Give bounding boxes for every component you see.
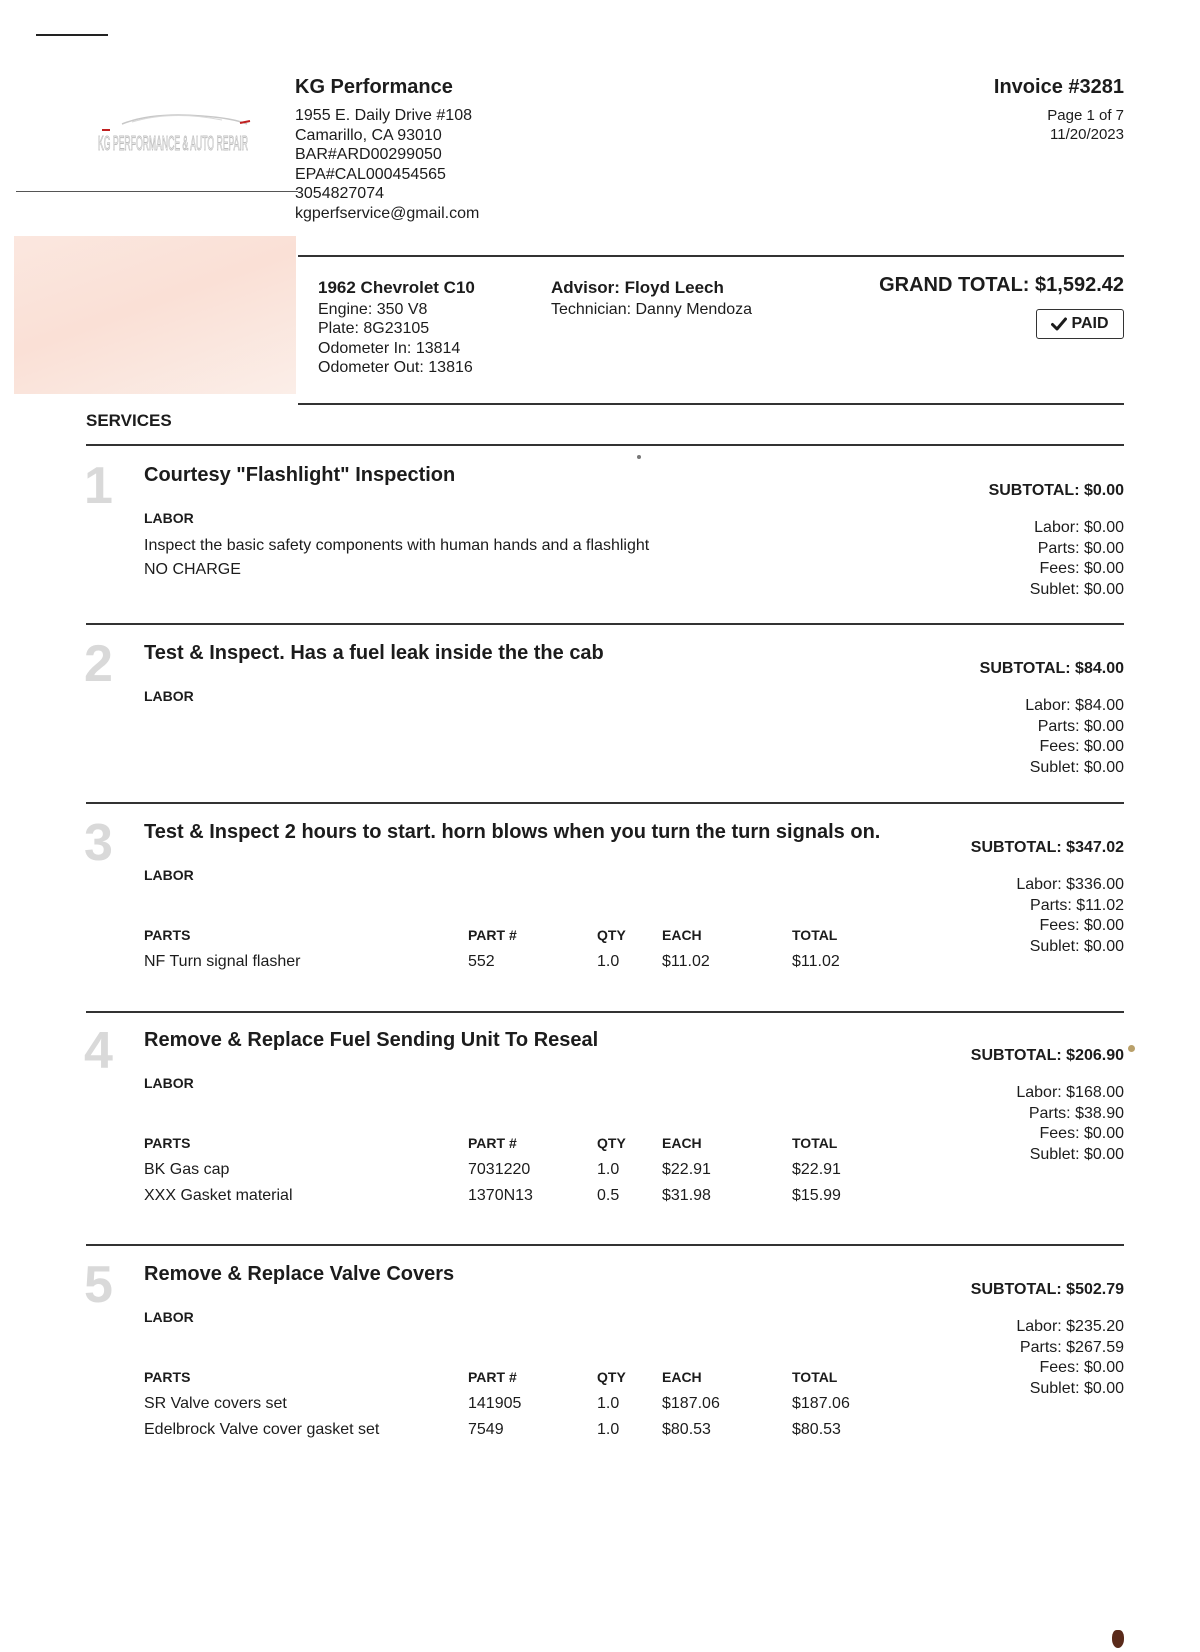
- parts-amount: Parts: $11.02: [1030, 896, 1124, 914]
- fees-amount: Fees: $0.00: [1039, 1125, 1124, 1142]
- scan-mark-top: [36, 34, 108, 36]
- service-number: 1: [84, 457, 113, 515]
- shop-address-line1: 1955 E. Daily Drive #108: [295, 107, 472, 124]
- part-each: $11.02: [662, 953, 710, 970]
- paid-label: PAID: [1071, 315, 1109, 332]
- paid-status-badge: [1036, 309, 1124, 339]
- labor-amount: Labor: $84.00: [1025, 697, 1124, 714]
- shop-details: [295, 106, 479, 223]
- service-number: 3: [84, 814, 113, 872]
- scan-rule-left: [16, 191, 298, 192]
- sublet-amount: Sublet: $0.00: [1029, 1145, 1124, 1163]
- page-indicator: Page 1 of 7: [1047, 107, 1124, 124]
- part-total: $15.99: [792, 1187, 841, 1204]
- technician: Technician: Danny Mendoza: [551, 300, 753, 318]
- labor-heading: LABOR: [144, 688, 194, 704]
- part-qty: 1.0: [597, 1395, 620, 1412]
- part-total: $187.06: [792, 1395, 850, 1412]
- service-title: Test & Inspect. Has a fuel leak inside the the cab: [144, 642, 604, 664]
- part-number: 552: [468, 953, 495, 970]
- parts-header-each: EACH: [662, 1369, 702, 1385]
- vehicle-engine: Engine: 350 V8: [318, 300, 428, 318]
- shop-bar-number: BAR#ARD00299050: [295, 146, 442, 163]
- parts-header-qty: QTY: [597, 1369, 626, 1385]
- shop-logo: [92, 108, 262, 168]
- parts-header-name: PARTS: [144, 927, 191, 943]
- shop-name: KG Performance: [295, 76, 453, 98]
- part-name: XXX Gasket material: [144, 1187, 293, 1204]
- service-title: Remove & Replace Valve Covers: [144, 1263, 455, 1285]
- part-name: SR Valve covers set: [144, 1395, 287, 1412]
- part-number: 7549: [468, 1421, 504, 1438]
- service-breakdown: [1016, 1317, 1124, 1399]
- service-subtotal: SUBTOTAL: $502.79: [970, 1281, 1124, 1298]
- parts-amount: Parts: $0.00: [1037, 717, 1124, 735]
- labor-heading: LABOR: [144, 510, 194, 526]
- labor-amount: Labor: $235.20: [1016, 1318, 1124, 1335]
- divider: [86, 623, 1124, 625]
- part-total: $80.53: [792, 1421, 841, 1438]
- labor-amount: Labor: $168.00: [1016, 1084, 1124, 1101]
- labor-amount: Labor: $0.00: [1034, 519, 1124, 536]
- part-each: $22.91: [662, 1161, 711, 1178]
- fees-amount: Fees: $0.00: [1039, 917, 1124, 934]
- service-item: [0, 450, 1200, 622]
- labor-description: [144, 534, 649, 582]
- parts-amount: Parts: $267.59: [1019, 1338, 1124, 1356]
- sublet-amount: Sublet: $0.00: [1029, 758, 1124, 776]
- part-name: Edelbrock Valve cover gasket set: [144, 1421, 380, 1438]
- shop-phone: 3054827074: [295, 185, 384, 202]
- staff-info: [551, 278, 752, 319]
- advisor: Advisor: Floyd Leech: [551, 278, 724, 297]
- parts-header-qty: QTY: [597, 1135, 626, 1151]
- parts-header-part-no: PART #: [468, 1135, 517, 1151]
- divider: [86, 444, 1124, 446]
- divider: [86, 1011, 1124, 1013]
- parts-header-part-no: PART #: [468, 1369, 517, 1385]
- service-subtotal: SUBTOTAL: $84.00: [979, 660, 1124, 677]
- part-number: 1370N13: [468, 1187, 533, 1204]
- service-title: Courtesy "Flashlight" Inspection: [144, 464, 456, 486]
- service-title: Test & Inspect 2 hours to start. horn blows when you turn the turn signals on.: [144, 821, 881, 843]
- vehicle-plate: Plate: 8G23105: [318, 320, 430, 337]
- odometer-out: Odometer Out: 13816: [318, 359, 473, 376]
- service-item: [0, 1249, 1200, 1469]
- labor-heading: LABOR: [144, 867, 194, 883]
- service-subtotal: SUBTOTAL: $0.00: [988, 482, 1124, 499]
- services-heading: SERVICES: [86, 411, 172, 430]
- part-each: $31.98: [662, 1187, 711, 1204]
- shop-address-line2: Camarillo, CA 93010: [295, 126, 442, 144]
- service-subtotal: SUBTOTAL: $347.02: [970, 839, 1124, 856]
- sublet-amount: Sublet: $0.00: [1029, 580, 1124, 598]
- part-total: $11.02: [792, 953, 840, 970]
- parts-header-total: TOTAL: [792, 1369, 838, 1385]
- fees-amount: Fees: $0.00: [1039, 1359, 1124, 1376]
- parts-header-name: PARTS: [144, 1135, 191, 1151]
- labor-description-text: Inspect the basic safety components with human hands and a flashlight: [144, 537, 650, 554]
- service-number: 5: [84, 1256, 113, 1314]
- odometer-in: Odometer In: 13814: [318, 339, 461, 357]
- invoice-date: 11/20/2023: [1050, 126, 1124, 143]
- labor-heading: LABOR: [144, 1309, 194, 1325]
- sublet-amount: Sublet: $0.00: [1029, 937, 1124, 955]
- part-qty: 0.5: [597, 1187, 620, 1204]
- service-subtotal: SUBTOTAL: $206.90: [970, 1047, 1124, 1064]
- labor-amount: Labor: $336.00: [1016, 876, 1124, 893]
- service-breakdown: [1016, 1083, 1124, 1165]
- service-breakdown: [1025, 696, 1124, 778]
- parts-header-qty: QTY: [597, 927, 626, 943]
- part-each: $80.53: [662, 1421, 711, 1438]
- part-number: 7031220: [468, 1161, 531, 1178]
- parts-header-total: TOTAL: [792, 1135, 838, 1151]
- service-breakdown: [1016, 875, 1124, 957]
- part-qty: 1.0: [597, 953, 620, 970]
- part-total: $22.91: [792, 1161, 841, 1178]
- fees-amount: Fees: $0.00: [1039, 738, 1124, 755]
- service-item: [0, 1015, 1200, 1240]
- redaction-smudge: [14, 236, 296, 394]
- part-name: NF Turn signal flasher: [144, 953, 301, 970]
- parts-amount: Parts: $38.90: [1028, 1104, 1124, 1122]
- labor-note: NO CHARGE: [144, 561, 241, 578]
- checkmark-icon: [1051, 317, 1067, 331]
- service-number: 2: [84, 635, 113, 693]
- parts-header-total: TOTAL: [792, 927, 838, 943]
- part-qty: 1.0: [597, 1161, 620, 1178]
- parts-header-each: EACH: [662, 927, 702, 943]
- sublet-amount: Sublet: $0.00: [1029, 1379, 1124, 1397]
- service-number: 4: [84, 1022, 113, 1080]
- labor-heading: LABOR: [144, 1075, 194, 1091]
- shop-epa-number: EPA#CAL000454565: [295, 165, 446, 183]
- divider: [298, 403, 1124, 405]
- parts-header-each: EACH: [662, 1135, 702, 1151]
- fees-amount: Fees: $0.00: [1039, 560, 1124, 577]
- part-qty: 1.0: [597, 1421, 620, 1438]
- grand-total: GRAND TOTAL: $1,592.42: [879, 274, 1124, 296]
- part-name: BK Gas cap: [144, 1161, 230, 1178]
- divider: [86, 1244, 1124, 1246]
- vehicle-info: [318, 278, 475, 378]
- service-breakdown: [1030, 518, 1124, 600]
- service-item: [0, 807, 1200, 1007]
- speck: [1112, 1630, 1124, 1648]
- parts-header-part-no: PART #: [468, 927, 517, 943]
- invoice-meta: [1047, 106, 1124, 144]
- service-title: Remove & Replace Fuel Sending Unit To Reseal: [144, 1029, 599, 1051]
- logo-letters: KG PERFORMANCE & AUTO REPAIR: [98, 133, 248, 155]
- part-number: 141905: [468, 1395, 522, 1412]
- divider: [86, 802, 1124, 804]
- divider: [298, 255, 1124, 257]
- invoice-title: Invoice #3281: [993, 76, 1124, 98]
- vehicle-name: 1962 Chevrolet C10: [318, 278, 475, 297]
- part-each: $187.06: [662, 1395, 720, 1412]
- parts-amount: Parts: $0.00: [1037, 539, 1124, 557]
- service-item: [0, 628, 1200, 800]
- shop-email: kgperfservice@gmail.com: [295, 204, 480, 222]
- parts-header-name: PARTS: [144, 1369, 191, 1385]
